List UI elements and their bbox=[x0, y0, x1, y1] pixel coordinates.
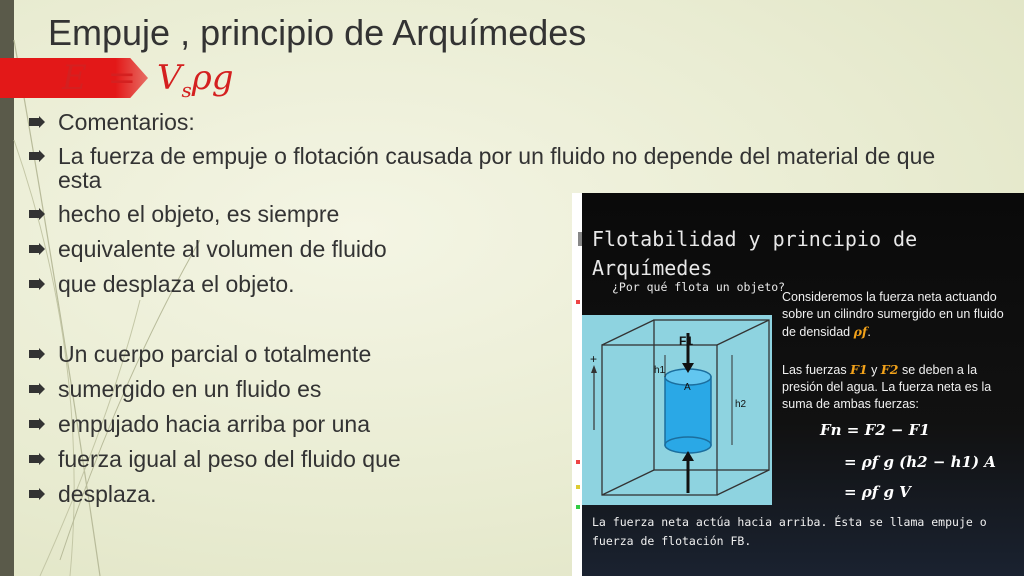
arrow-bullet-icon bbox=[28, 452, 46, 466]
arrow-bullet-icon bbox=[28, 487, 46, 501]
strip-dot bbox=[576, 485, 580, 489]
image-paragraph-1: Consideremos la fuerza neta actuando sobre un cilindro sumergido en un fluido de densidad ρf. bbox=[782, 290, 1004, 339]
arrow-bullet-icon bbox=[28, 347, 46, 361]
bullet-item: Comentarios: bbox=[28, 110, 968, 134]
bullet-item: equivalente al volumen de fluido bbox=[28, 237, 968, 261]
image-question: ¿Por qué flota un objeto? bbox=[612, 280, 786, 294]
formula-rest: ρg bbox=[191, 58, 234, 98]
bullet-item: La fuerza de empuje o flotación causada por un fluido no depende del material de que esta bbox=[28, 144, 968, 192]
bullet-item: desplaza. bbox=[28, 482, 968, 506]
label-h2: h2 bbox=[735, 399, 747, 410]
arrow-bullet-icon bbox=[28, 242, 46, 256]
strip-dot bbox=[576, 300, 580, 304]
bullet-item: empujado hacia arriba por una bbox=[28, 412, 968, 436]
label-a: A bbox=[684, 382, 691, 393]
strip-dot bbox=[576, 505, 580, 509]
arrow-bullet-icon bbox=[28, 382, 46, 396]
label-plus: + bbox=[590, 352, 598, 366]
image-footer-text: La fuerza neta actúa hacia arriba. Ésta se llama empuje o fuerza de flotación FB. bbox=[592, 515, 987, 548]
bullet-item: fuerza igual al peso del fluido que bbox=[28, 447, 968, 471]
formula-v: V bbox=[156, 58, 182, 98]
arrow-bullet-icon bbox=[28, 149, 46, 163]
formula-v-sub: s bbox=[181, 77, 192, 102]
formula bbox=[62, 58, 234, 102]
bullet-item: Un cuerpo parcial o totalmente bbox=[28, 342, 968, 366]
formula-op: = bbox=[107, 58, 137, 98]
buoyancy-diagram bbox=[582, 315, 772, 505]
image-paragraph-2: Las fuerzas F1 y F2 se deben a la presión del agua. La fuerza neta es la suma de ambas fuerzas: bbox=[782, 362, 992, 411]
slide-title: Empuje , principio de Arquímedes bbox=[48, 12, 587, 53]
equation-3: = ρf g V bbox=[844, 483, 911, 501]
bullet-item: hecho el objeto, es siempre bbox=[28, 202, 968, 226]
bullet-item: que desplaza el objeto. bbox=[28, 272, 968, 296]
arrow-bullet-icon bbox=[28, 207, 46, 221]
label-h1: h1 bbox=[654, 365, 666, 376]
arrow-bullet-icon bbox=[28, 115, 46, 129]
equation-1: Fn = F2 − F1 bbox=[820, 421, 930, 439]
embedded-image bbox=[582, 193, 1024, 576]
label-f1: F1 bbox=[679, 334, 694, 348]
strip-dot bbox=[576, 460, 580, 464]
arrow-bullet-icon bbox=[28, 277, 46, 291]
bullet-item: sumergido en un fluido es bbox=[28, 377, 968, 401]
image-side-strip bbox=[572, 193, 582, 576]
image-title: Flotabilidad y principio de Arquímedes bbox=[592, 227, 918, 280]
formula-lhs: E bbox=[62, 58, 87, 98]
equation-2: = ρf g (h2 − h1) A bbox=[844, 453, 996, 471]
arrow-bullet-icon bbox=[28, 417, 46, 431]
